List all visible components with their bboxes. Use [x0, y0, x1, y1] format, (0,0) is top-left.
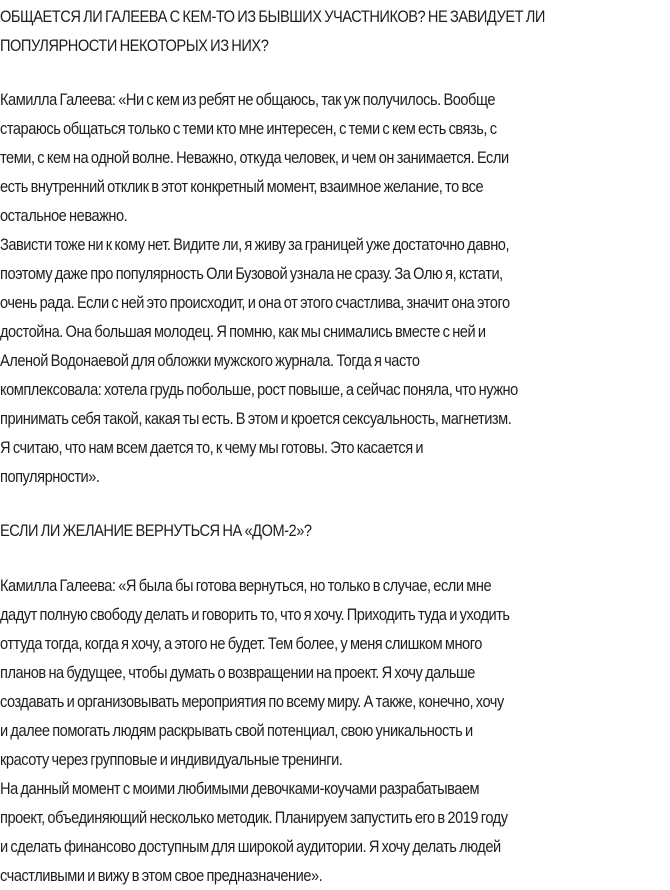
text-line: стараюсь общаться только с теми кто мне интересен, с теми с кем есть связь, с — [0, 119, 497, 138]
text-line: и сделать финансово доступным для широкой аудитории. Я хочу делать людей — [0, 837, 501, 856]
text-line: принимать себя такой, какая ты есть. В этом и кроется сексуальность, магнетизм. — [0, 409, 512, 428]
text-line: Камилла Галеева: «Я была бы готова вернуться, но только в случае, если мне — [0, 576, 492, 595]
spacer — [0, 491, 670, 516]
text-line: поэтому даже про популярность Оли Бузовой узнала не сразу. За Олю я, кстати, — [0, 264, 503, 283]
heading-line: ОБЩАЕТСЯ ЛИ ГАЛЕЕВА С КЕМ-ТО ИЗ БЫВШИХ УЧАСТНИКОВ? НЕ ЗАВИДУЕТ ЛИ — [0, 7, 545, 26]
heading-line: ЕСЛИ ЛИ ЖЕЛАНИЕ ВЕРНУТЬСЯ НА «ДОМ-2»? — [0, 521, 312, 540]
text-line: планов на будущее, чтобы думать о возвращении на проект. Я хочу дальше — [0, 663, 475, 682]
heading-line: ПОПУЛЯРНОСТИ НЕКОТОРЫХ ИЗ НИХ? — [0, 36, 269, 55]
text-line: На данный момент с моими любимыми девочками-коучами разрабатываем — [0, 779, 480, 798]
text-line: комплексовала: хотела грудь побольше, рост повыше, а сейчас поняла, что нужно — [0, 380, 518, 399]
paragraph-answer-project — [0, 774, 670, 890]
text-line: популярности». — [0, 467, 100, 486]
text-line: дадут полную свободу делать и говорить то, что я хочу. Приходить туда и уходить — [0, 605, 510, 624]
text-line: Я считаю, что нам всем дается то, к чему мы готовы. Это касается и — [0, 438, 424, 457]
spacer — [0, 545, 670, 571]
paragraph-answer-envy — [0, 230, 670, 491]
text-line: теми, с кем на одной волне. Неважно, откуда человек, и чем он занимается. Если — [0, 148, 509, 167]
text-line: красоту через групповые и индивидуальные тренинги. — [0, 750, 343, 769]
text-line: остальное неважно. — [0, 206, 128, 225]
text-line: есть внутренний отклик в этот конкретный момент, взаимное желание, то все — [0, 177, 484, 196]
spacer — [0, 60, 670, 85]
text-line: и далее помогать людям раскрывать свой потенциал, свою уникальность и — [0, 721, 473, 740]
section-heading-return — [0, 516, 670, 545]
text-line: проект, объединяющий несколько методик. Планируем запустить его в 2019 году — [0, 808, 508, 827]
paragraph-answer-return — [0, 571, 670, 774]
text-line: Камилла Галеева: «Ни с кем из ребят не общаюсь, так уж получилось. Вообще — [0, 90, 495, 109]
text-line: очень рада. Если с ней это происходит, и она от этого счастлива, значит она этого — [0, 293, 510, 312]
section-heading-contacts — [0, 2, 670, 60]
text-line: создавать и организовывать мероприятия по всему миру. А также, конечно, хочу — [0, 692, 504, 711]
text-line: оттуда тогда, когда я хочу, а этого не будет. Тем более, у меня слишком много — [0, 634, 482, 653]
paragraph-answer-contacts — [0, 85, 670, 230]
text-line: Зависти тоже ни к кому нет. Видите ли, я живу за границей уже достаточно давно, — [0, 235, 510, 254]
text-line: достойна. Она большая молодец. Я помню, как мы снимались вместе с ней и — [0, 322, 486, 341]
text-line: счастливыми и вижу в этом свое предназначение». — [0, 866, 323, 885]
text-line: Аленой Водонаевой для обложки мужского журнала. Тогда я часто — [0, 351, 420, 370]
